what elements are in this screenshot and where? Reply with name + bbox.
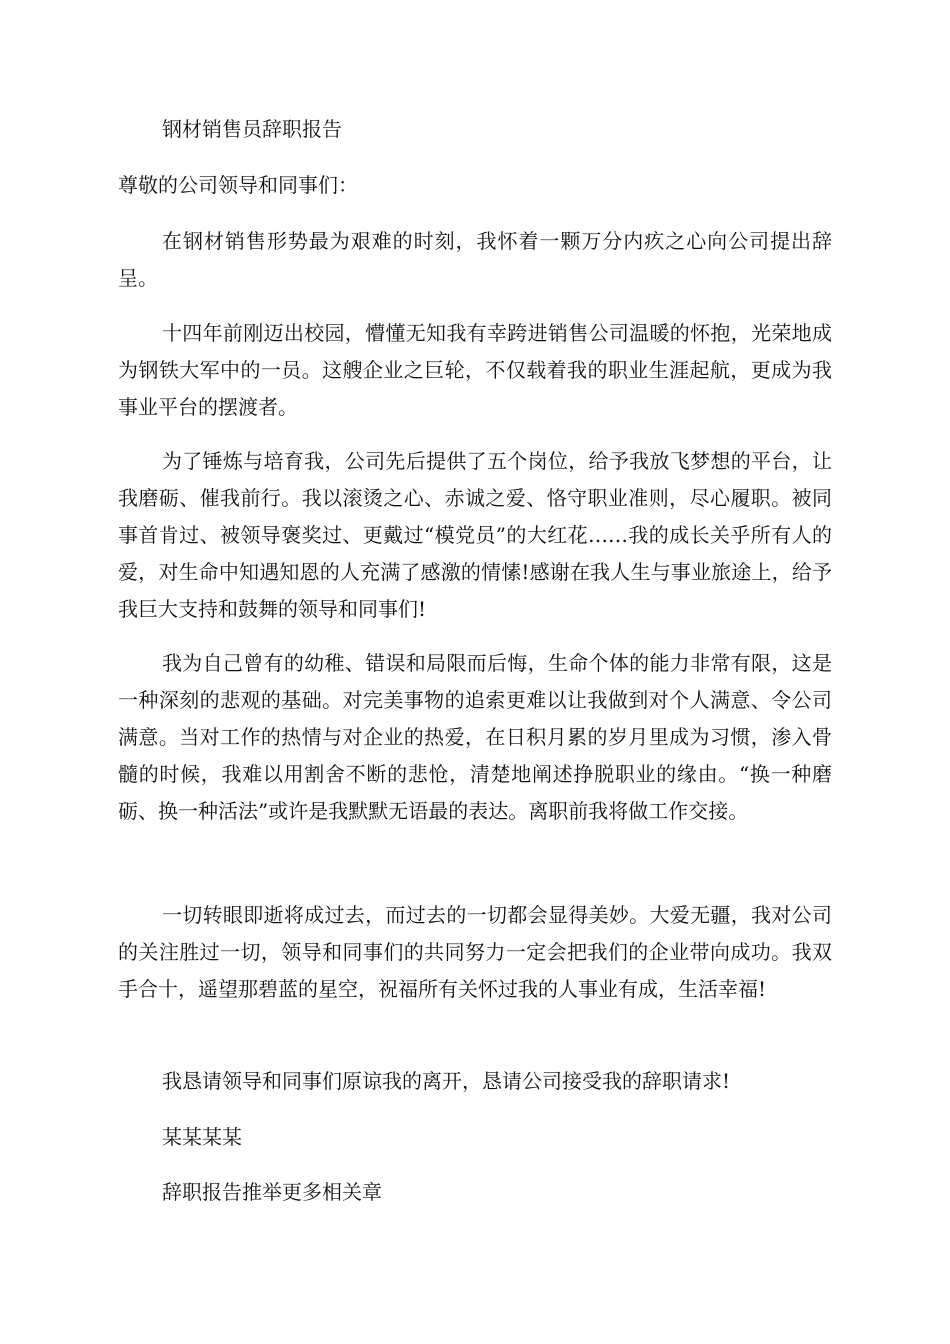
salutation: 尊敬的公司领导和同事们： xyxy=(118,173,358,197)
document-title: 钢材销售员辞职报告 xyxy=(162,117,342,141)
related-articles-link[interactable]: 辞职报告推举更多相关章 xyxy=(162,1180,382,1204)
paragraph-4: 我为自己曾有的幼稚、错误和局限而后悔，生命个体的能力非常有限，这是一种深刻的悲观的基础。对完美事物的追索更难以让我做到对个人满意、令公司满意。当对工作的热情与对企业的热爱，在日积月累的岁月里成为习惯，渗入骨髓的时候，我难以用割舍不断的悲怆，清楚地阐述挣脱职业的缘由。“换一种磨砺、换一种活法”或许是我默默无语最的表达。离职前我将做工作交接。 xyxy=(118,651,832,823)
paragraph-3: 为了锤炼与培育我，公司先后提供了五个岗位，给予我放飞梦想的平台，让我磨砺、催我前行。我以滚烫之心、赤诚之爱、恪守职业准则，尽心履职。被同事首肯过、被领导褒奖过、更戴过“模党员”的大红花……我的成长关乎所有人的爱，对生命中知遇知恩的人充满了感激的情愫!感谢在我人生与事业旅途上，给予我巨大支持和鼓舞的领导和同事们! xyxy=(118,449,832,621)
paragraph-1: 在钢材销售形势最为艰难的时刻，我怀着一颗万分内疚之心向公司提出辞呈。 xyxy=(118,229,832,290)
signature: 某某某某 xyxy=(162,1125,242,1149)
paragraph-2: 十四年前刚迈出校园，懵懂无知我有幸跨进销售公司温暖的怀抱，光荣地成为钢铁大军中的一员。这艘企业之巨轮，不仅载着我的职业生涯起航，更成为我事业平台的摆渡者。 xyxy=(118,321,832,419)
paragraph-5: 一切转眼即逝将成过去，而过去的一切都会显得美妙。大爱无疆，我对公司的关注胜过一切，领导和同事们的共同努力一定会把我们的企业带向成功。我双手合十，遥望那碧蓝的星空，祝福所有关怀过我的人事业有成，生活幸福! xyxy=(118,903,832,1001)
paragraph-6: 我恳请领导和同事们原谅我的离开，恳请公司接受我的辞职请求! xyxy=(162,1069,731,1093)
